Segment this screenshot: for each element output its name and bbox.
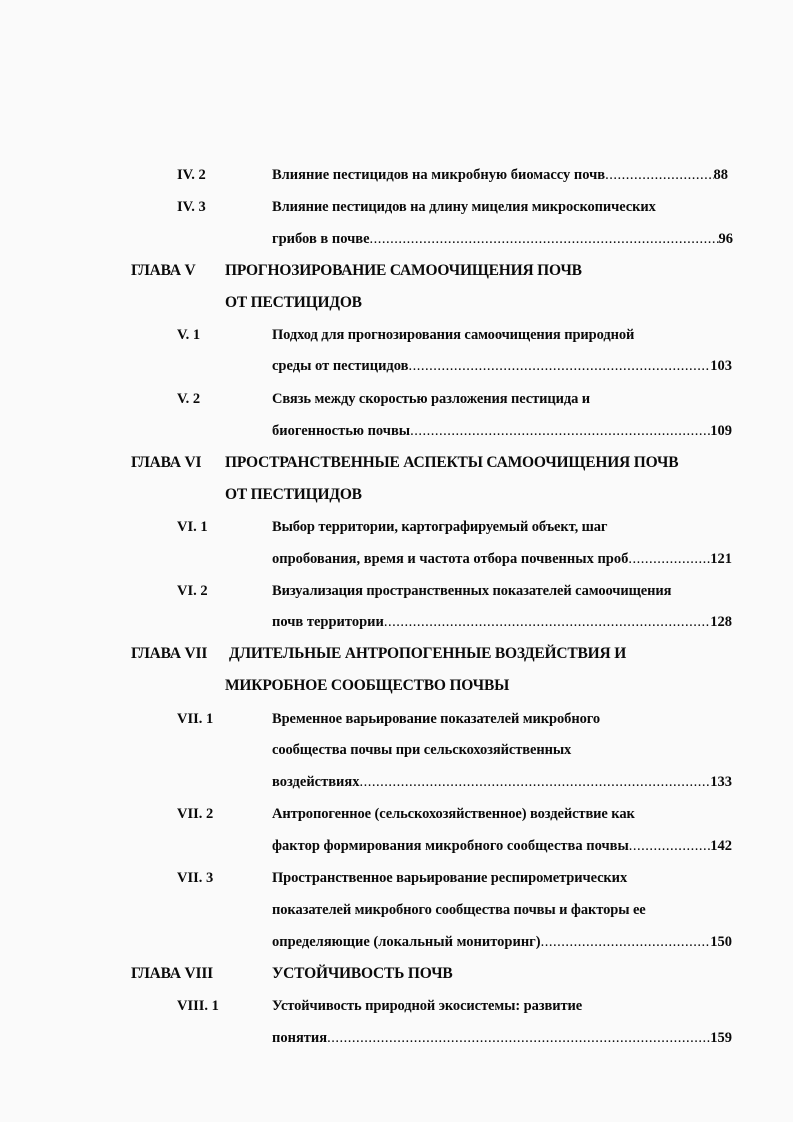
dot-leader: [370, 229, 719, 249]
chapter-label: ГЛАВА VII: [131, 645, 208, 662]
toc-entry-title: Подход для прогнозирования самоочищения природной: [272, 327, 635, 343]
toc-entry-title: Выбор территории, картографируемый объект, шаг: [272, 519, 608, 535]
dot-leader: [408, 356, 710, 376]
chapter-title: ПРОГНОЗИРОВАНИЕ САМООЧИЩЕНИЯ ПОЧВ: [225, 262, 582, 279]
page-number: 103: [710, 358, 732, 374]
toc-entry-title: биогенностью почвы: [272, 423, 411, 439]
toc-entry-title: грибов в почве: [272, 231, 370, 247]
section-number: IV. 2: [177, 167, 206, 183]
chapter-label: ГЛАВА V: [131, 262, 196, 279]
section-number: V. 1: [177, 327, 201, 343]
dot-leader: [384, 612, 710, 632]
toc-entry-title: опробования, время и частота отбора почвенных проб: [272, 551, 629, 567]
section-number: VII. 2: [177, 806, 214, 822]
section-number: VI. 2: [177, 583, 208, 599]
page-number: 128: [710, 614, 732, 630]
dot-leader: [628, 549, 710, 569]
page-number: 159: [710, 1030, 732, 1046]
toc-entry-title: среды от пестицидов: [272, 358, 409, 374]
dot-leader: [605, 165, 713, 185]
toc-entry-title: фактор формирования микробного сообщества почвы: [272, 838, 629, 854]
chapter-label: ГЛАВА VIII: [131, 965, 213, 982]
dot-leader: [327, 1028, 710, 1048]
toc-entry-title: почв территории: [272, 614, 384, 630]
dot-leader: [629, 836, 710, 856]
section-number: IV. 3: [177, 199, 206, 215]
page-number: 142: [710, 838, 732, 854]
toc-entry-title: Влияние пестицидов на длину мицелия микроскопических: [272, 199, 656, 215]
toc-entry-title: Пространственное варьирование респирометрических: [272, 870, 628, 886]
chapter-title: ПРОСТРАНСТВЕННЫЕ АСПЕКТЫ САМООЧИЩЕНИЯ ПОЧВ: [225, 454, 679, 471]
section-number: V. 2: [177, 391, 201, 407]
toc-entry-title: сообщества почвы при сельскохозяйственных: [272, 742, 572, 758]
toc-entry[interactable]: [272, 165, 728, 185]
toc-entry-title: определяющие (локальный мониторинг): [272, 934, 541, 950]
toc-entry-title: Устойчивость природной экосистемы: развитие: [272, 998, 583, 1014]
toc-entry-title: показателей микробного сообщества почвы и факторы ее: [272, 902, 646, 918]
chapter-title: УСТОЙЧИВОСТЬ ПОЧВ: [272, 965, 453, 982]
section-number: VIII. 1: [177, 998, 219, 1014]
page-number: 96: [718, 231, 733, 247]
section-number: VI. 1: [177, 519, 208, 535]
chapter-title: ОТ ПЕСТИЦИДОВ: [225, 294, 362, 311]
dot-leader: [410, 421, 710, 441]
section-number: VII. 3: [177, 870, 214, 886]
page-number: 88: [713, 167, 728, 183]
page-number: 121: [710, 551, 732, 567]
toc-entry[interactable]: [272, 421, 732, 441]
toc-entry-title: воздействиях: [272, 774, 360, 790]
toc-entry[interactable]: [272, 549, 732, 569]
toc-entry-title: Связь между скоростью разложения пестицида и: [272, 391, 591, 407]
toc-entry[interactable]: [272, 356, 732, 376]
toc-entry[interactable]: [272, 229, 733, 249]
chapter-title: МИКРОБНОЕ СООБЩЕСТВО ПОЧВЫ: [225, 677, 510, 694]
section-number: VII. 1: [177, 711, 214, 727]
page-number: 133: [710, 774, 732, 790]
chapter-title: ДЛИТЕЛЬНЫЕ АНТРОПОГЕННЫЕ ВОЗДЕЙСТВИЯ И: [229, 645, 627, 662]
dot-leader: [360, 772, 711, 792]
toc-entry[interactable]: [272, 612, 732, 632]
toc-entry-title: Визуализация пространственных показателей самоочищения: [272, 583, 672, 599]
chapter-label: ГЛАВА VI: [131, 454, 202, 471]
toc-entry[interactable]: [272, 1028, 732, 1048]
toc-entry-title: понятия: [272, 1030, 328, 1046]
toc-entry-title: Антропогенное (сельскохозяйственное) воздействие как: [272, 806, 635, 822]
page-number: 150: [710, 934, 732, 950]
page-number: 109: [710, 423, 732, 439]
dot-leader: [541, 932, 711, 952]
toc-entry-title: Влияние пестицидов на микробную биомассу почв: [272, 167, 606, 183]
chapter-title: ОТ ПЕСТИЦИДОВ: [225, 486, 362, 503]
toc-entry[interactable]: [272, 932, 732, 952]
toc-entry-title: Временное варьирование показателей микробного: [272, 711, 601, 727]
toc-entry[interactable]: [272, 772, 732, 792]
toc-entry[interactable]: [272, 836, 732, 856]
